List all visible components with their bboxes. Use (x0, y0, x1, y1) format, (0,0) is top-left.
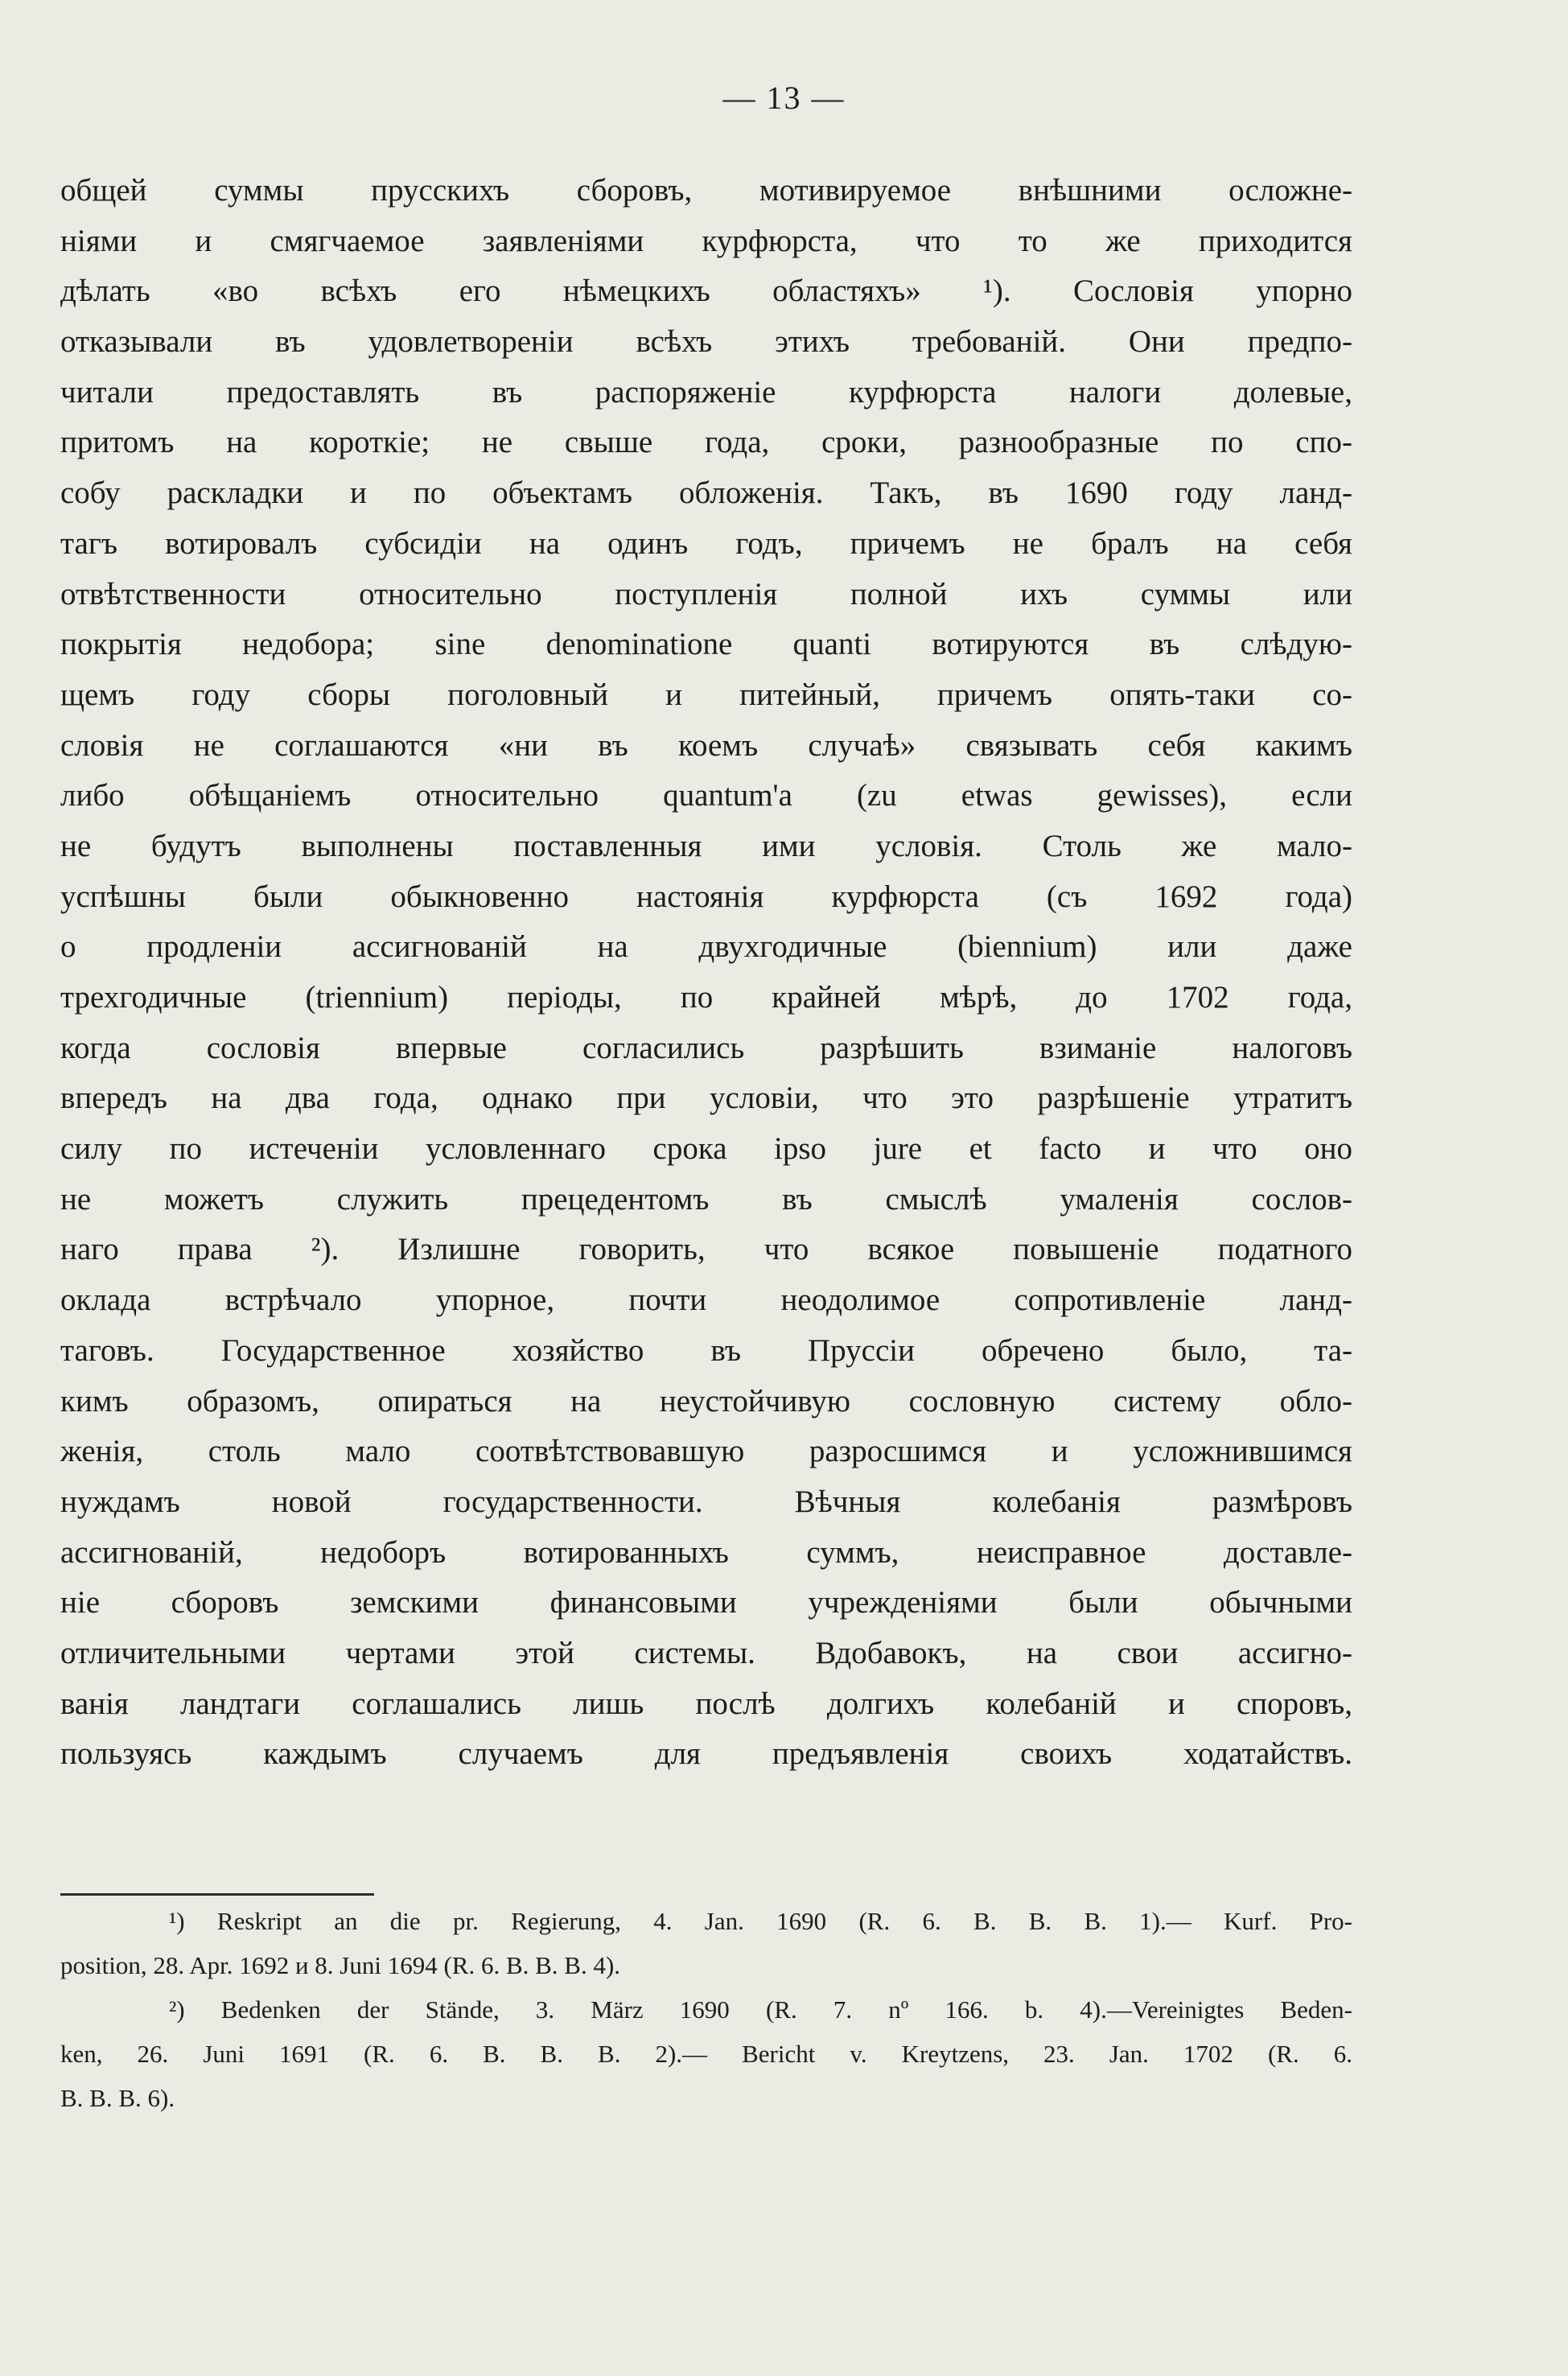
text-line: впередъ на два года, однако при условіи, что это разрѣшеніе утратитъ (60, 1081, 1352, 1116)
footnote-line: ²) Bedenken der Stände, 3. März 1690 (R. 7. nº 166. b. 4).—Vereinigtes Beden- (169, 1995, 1352, 2024)
text-line: таговъ. Государственное хозяйство въ Пруссіи обречено было, та- (60, 1332, 1352, 1368)
page-number: — 13 — (722, 80, 846, 116)
text-line: трехгодичные (triennium) періоды, по крайней мѣрѣ, до 1702 года, (60, 980, 1352, 1015)
text-line: кимъ образомъ, опираться на неустойчивую сословную систему обло- (60, 1383, 1352, 1419)
text-line: дѣлать «во всѣхъ его нѣмецкихъ областяхъ» ¹). Сословія упорно (60, 274, 1352, 309)
text-line: ніями и смягчаемое заявленіями курфюрста, что то же приходится (60, 223, 1352, 258)
text-line: отказывали въ удовлетвореніи всѣхъ этихъ требованій. Они предпо- (60, 324, 1352, 360)
text-line: ніе сборовъ земскими финансовыми учрежденіями были обычными (60, 1585, 1352, 1620)
text-line: пользуясь каждымъ случаемъ для предъявленія своихъ ходатайствъ. (60, 1736, 1352, 1772)
footnote-line: ¹) Reskript an die pr. Regierung, 4. Jan. 1690 (R. 6. B. B. B. 1).— Kurf. Pro- (169, 1907, 1352, 1935)
text-line: успѣшны были обыкновенно настоянія курфюрста (съ 1692 года) (60, 879, 1352, 914)
text-line: собу раскладки и по объектамъ обложенія. Такъ, въ 1690 году ланд- (60, 476, 1352, 511)
text-line: женія, столь мало соотвѣтствовавшую разросшимся и усложнившимся (60, 1434, 1352, 1469)
text-line: силу по истеченіи условленнаго срока ipso jure et facto и что оно (60, 1131, 1352, 1167)
text-line: оклада встрѣчало упорное, почти неодолимое сопротивленіе ланд- (60, 1283, 1352, 1318)
text-line: нуждамъ новой государственности. Вѣчныя колебанія размѣровъ (60, 1484, 1352, 1519)
text-line: притомъ на короткіе; не свыше года, сроки, разнообразные по спо- (60, 425, 1352, 460)
text-line: читали предоставлять въ распоряженіе курфюрста налоги долевые, (60, 374, 1352, 410)
text-line: не можетъ служить прецедентомъ въ смыслѣ умаленія сослов- (60, 1181, 1352, 1217)
footnote-line: ken, 26. Juni 1691 (R. 6. B. B. B. 2).— Bericht v. Kreytzens, 23. Jan. 1702 (R. 6. (60, 2040, 1352, 2068)
footnote-divider (60, 1893, 374, 1896)
text-line: о продленіи ассигнованій на двухгодичные (biennium) или даже (60, 929, 1352, 965)
body-text (60, 166, 1352, 1780)
footnote-line: B. B. B. 6). (60, 2084, 175, 2112)
text-line: ассигнованій, недоборъ вотированныхъ суммъ, неисправное доставле- (60, 1534, 1352, 1570)
text-line: наго права ²). Излишне говорить, что всякое повышеніе податного (60, 1232, 1352, 1267)
text-line: общей суммы прусскихъ сборовъ, мотивируемое внѣшними осложне- (60, 173, 1352, 208)
text-line: когда сословія впервые согласились разрѣшить взиманіе налоговъ (60, 1030, 1352, 1065)
text-line: покрытія недобора; sine denominatione quanti вотируются въ слѣдую- (60, 627, 1352, 662)
footnotes (60, 1899, 1352, 2120)
text-line: либо обѣщаніемъ относительно quantum'a (zu etwas gewisses), если (60, 778, 1352, 813)
text-line: отвѣтственности относительно поступленія полной ихъ суммы или (60, 576, 1352, 612)
text-line: ванія ландтаги соглашались лишь послѣ долгихъ колебаній и споровъ, (60, 1686, 1352, 1721)
text-line: тагъ вотировалъ субсидіи на одинъ годъ, причемъ не бралъ на себя (60, 525, 1352, 561)
text-line: отличительными чертами этой системы. Вдобавокъ, на свои ассигно- (60, 1635, 1352, 1670)
text-line: словія не соглашаются «ни въ коемъ случаѣ» связывать себя какимъ (60, 727, 1352, 763)
text-line: не будутъ выполнены поставленныя ими условія. Столь же мало- (60, 828, 1352, 863)
text-line: щемъ году сборы поголовный и питейный, причемъ опять-таки со- (60, 677, 1352, 712)
footnote-line: position, 28. Apr. 1692 и 8. Juni 1694 (R. 6. B. B. B. 4). (60, 1951, 621, 1979)
